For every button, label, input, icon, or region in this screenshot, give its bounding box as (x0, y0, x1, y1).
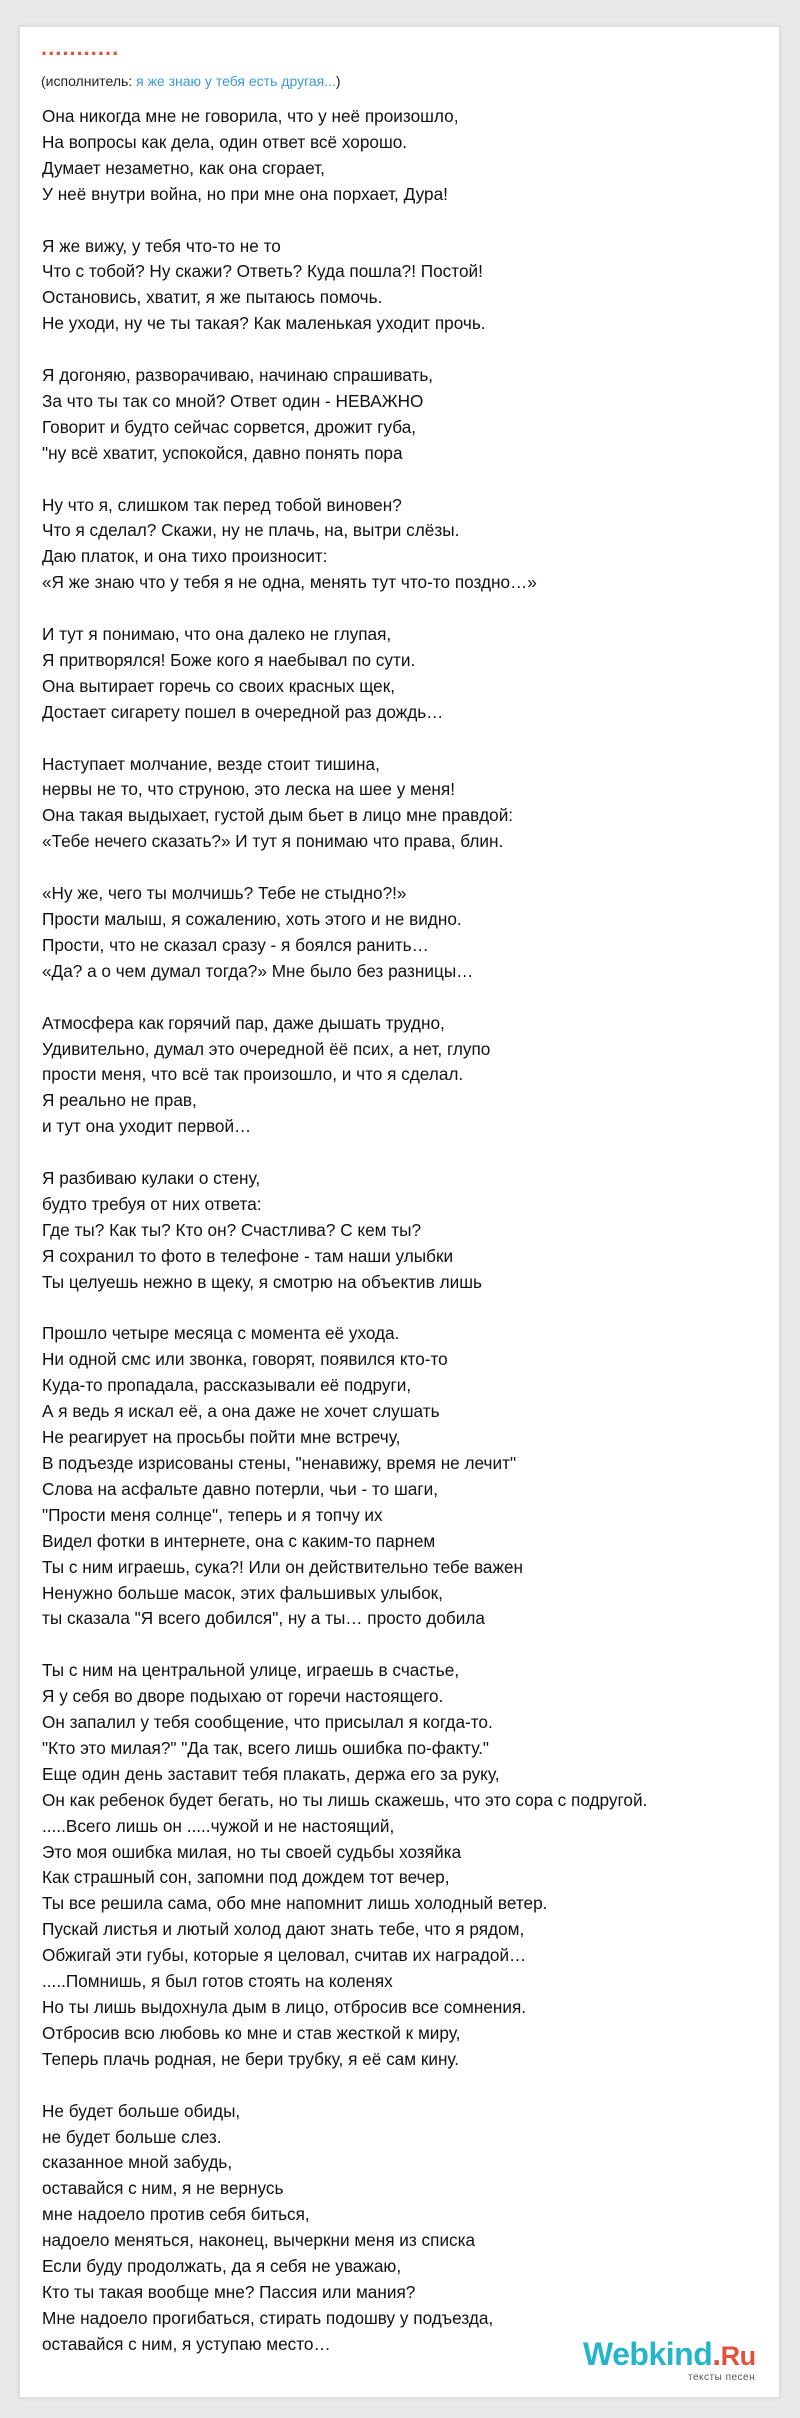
lyrics-line: "Кто это милая?" "Да так, всего лишь ошибка по-факту." (42, 1737, 489, 1758)
lyrics-line: И тут я понимаю, что она далеко не глупая, (42, 624, 392, 645)
logo-name: Webkind (583, 2336, 713, 2372)
lyrics-line: Прошло четыре месяца с момента её ухода. (42, 1323, 400, 1344)
performer-prefix: (исполнитель: (41, 73, 137, 89)
lyrics-line: Ни одной смс или звонка, говорят, появился кто-то (42, 1349, 448, 1370)
lyrics-stanza (42, 234, 772, 338)
lyrics-line: Слова на асфальте давно потерли, чьи - то шаги, (42, 1478, 439, 1499)
lyrics-line: Я догоняю, разворачиваю, начинаю спрашивать, (42, 365, 434, 386)
lyrics-stanza (42, 363, 772, 467)
lyrics-line: сказанное мной забудь, (42, 2152, 233, 2173)
lyrics-line: Теперь плачь родная, не бери трубку, я её сам кину. (42, 2048, 460, 2069)
lyrics-line: Не будет больше обиды, (42, 2100, 241, 2121)
lyrics-line: Прости, что не сказал сразу - я боялся ранить… (42, 934, 429, 955)
song-title: ........... (41, 35, 120, 60)
lyrics-line: .....Всего лишь он .....чужой и не настоящий, (42, 1815, 395, 1836)
lyrics-line: ты сказала "Я всего добился", ну а ты… просто добила (42, 1608, 485, 1629)
lyrics-line: Ну что я, слишком так перед тобой виновен? (42, 494, 402, 515)
lyrics-line: Кто ты такая вообще мне? Пассия или мания? (42, 2281, 416, 2302)
lyrics-line: «Тебе нечего сказать?» И тут я понимаю что права, блин. (42, 831, 504, 852)
lyrics-line: В подъезде изрисованы стены, "ненавижу, время не лечит" (42, 1452, 517, 1473)
lyrics-line: Наступает молчание, везде стоит тишина, (42, 753, 380, 774)
lyrics-line: "ну всё хватит, успокойся, давно понять пора (42, 442, 403, 463)
lyrics-line: Прости малыш, я сожалению, хоть этого и не видно. (42, 909, 462, 929)
lyrics-line: Она никогда мне не говорила, что у неё произошло, (42, 106, 459, 126)
lyrics-line: У неё внутри война, но при мне она порхает, Дура! (42, 183, 448, 204)
lyrics-stanza (42, 104, 772, 208)
lyrics-line: оставайся с ним, я уступаю место… (42, 2333, 331, 2354)
lyrics-stanza (42, 622, 772, 726)
lyrics-line: Я реально не прав, (42, 1090, 197, 1111)
lyrics-line: Я у себя во дворе подыхаю от горечи настоящего. (42, 1686, 444, 1707)
lyrics-line: .....Помнишь, я был готов стоять на коленях (42, 1971, 393, 1992)
lyrics-line: Еще один день заставит тебя плакать, держа его за руку, (42, 1763, 500, 1784)
lyrics-line: «Я же знаю что у тебя я не одна, менять тут что-то поздно…» (42, 572, 537, 593)
lyrics-stanza (42, 1658, 772, 2073)
lyrics-line: прости меня, что всё так произошло, и что я сделал. (42, 1064, 464, 1085)
lyrics-line: Он запалил у тебя сообщение, что присылал я когда-то. (42, 1712, 493, 1733)
lyrics-line: Говорит и будто сейчас сорвется, дрожит губа, (42, 416, 417, 437)
lyrics-line: Атмосфера как горячий пар, даже дышать трудно, (42, 1012, 445, 1033)
lyrics-line: нервы не то, что струною, это леска на шее у меня! (42, 779, 456, 800)
lyrics-stanza (42, 1166, 772, 1296)
lyrics-line: На вопросы как дела, один ответ всё хорошо. (42, 131, 408, 152)
lyrics-line: Куда-то пропадала, рассказывали её подруги, (42, 1375, 412, 1396)
lyrics-line: Он как ребенок будет бегать, но ты лишь скажешь, что это сора с подругой. (42, 1789, 648, 1810)
lyrics-line: Пускай листья и лютый холод дают знать тебе, что я рядом, (42, 1919, 525, 1940)
logo-dot: . (712, 2336, 721, 2372)
performer-line (41, 72, 341, 90)
performer-suffix: ) (335, 73, 341, 89)
lyrics-stanza (42, 493, 772, 597)
lyrics-line: оставайся с ним, я не вернусь (42, 2178, 284, 2199)
lyrics-line: Отбросив всю любовь ко мне и став жесткой к миру, (42, 2022, 461, 2043)
lyrics-line: Если буду продолжать, да я себя не уважаю, (42, 2256, 402, 2277)
lyrics-stanza (42, 2099, 772, 2358)
lyrics-line: Ты с ним играешь, сука?! Или он действительно тебе важен (42, 1556, 524, 1577)
lyrics-line: Удивительно, думал это очередной ёё псих, а нет, глупо (42, 1038, 491, 1059)
lyrics-line: "Прости меня солнце", теперь и я топчу их (42, 1504, 383, 1525)
lyrics-line: Что я сделал? Скажи, ну не плачь, на, вытри слёзы. (42, 520, 460, 541)
lyrics-line: Это моя ошибка милая, но ты своей судьбы хозяйка (42, 1841, 462, 1862)
lyrics-line: Что с тобой? Ну скажи? Ответь? Куда пошла?! Постой! (42, 261, 483, 282)
performer-link[interactable]: я же знаю у тебя есть другая... (136, 73, 336, 89)
lyrics-line: Ты целуешь нежно в щеку, я смотрю на объектив лишь (42, 1271, 482, 1292)
lyrics-line: Она вытирает горечь со своих красных щек, (42, 675, 396, 696)
lyrics-stanza (42, 1321, 772, 1632)
lyrics-line: Ты все решила сама, обо мне напомнит лишь холодный ветер. (42, 1893, 548, 1914)
logo-tld: Ru (720, 2341, 756, 2371)
lyrics-line: Даю платок, и она тихо произносит: (42, 546, 328, 567)
lyrics-line: и тут она уходит первой… (42, 1116, 252, 1137)
lyrics-line: Не реагирует на просьбы пойти мне встречу, (42, 1427, 401, 1448)
lyrics-line: Думает незаметно, как она сгорает, (42, 157, 325, 178)
lyrics-line: Я разбиваю кулаки о стену, (42, 1168, 261, 1189)
lyrics-line: Обжигай эти губы, которые я целовал, считав их наградой… (42, 1945, 527, 1966)
lyrics-line: Видел фотки в интернете, она с каким-то парнем (42, 1530, 436, 1551)
logo-tagline: тексты песен (688, 2372, 756, 2383)
logo-wordmark (583, 2336, 756, 2374)
lyrics-line: не будет больше слез. (42, 2126, 222, 2147)
lyrics-line: Но ты лишь выдохнула дым в лицо, отбросив все сомнения. (42, 1997, 527, 2017)
lyrics-line: Она такая выдыхает, густой дым бьет в лицо мне правдой: (42, 805, 514, 826)
lyrics-line: Остановись, хватит, я же пытаюсь помочь. (42, 287, 383, 308)
lyrics-line: мне надоело против себя биться, (42, 2204, 310, 2225)
lyrics-line: Я же вижу, у тебя что-то не то (42, 235, 281, 256)
lyrics-line: Не уходи, ну че ты такая? Как маленькая уходит прочь. (42, 313, 486, 334)
lyrics-text (42, 104, 772, 2384)
lyrics-line: Я сохранил то фото в телефоне - там наши улыбки (42, 1245, 454, 1266)
lyrics-stanza (42, 1011, 772, 1141)
lyrics-line: надоело меняться, наконец, вычеркни меня из списка (42, 2230, 476, 2251)
lyrics-line: «Ну же, чего ты молчишь? Тебе не стыдно?!» (42, 883, 407, 904)
lyrics-stanza (42, 881, 772, 985)
lyrics-line: А я ведь я искал её, а она даже не хочет слушать (42, 1401, 440, 1422)
lyrics-line: За что ты так со мной? Ответ один - НЕВАЖНО (42, 390, 424, 411)
lyrics-line: Как страшный сон, запомни под дождем тот вечер, (42, 1867, 450, 1888)
lyrics-line: Где ты? Как ты? Кто он? Счастлива? С кем ты? (42, 1219, 422, 1240)
lyrics-line: Мне надоело прогибаться, стирать подошву у подъезда, (42, 2307, 494, 2328)
lyrics-stanza (42, 752, 772, 856)
lyrics-line: Ненужно больше масок, этих фальшивых улыбок, (42, 1582, 443, 1603)
lyrics-line: будто требуя от них ответа: (42, 1193, 262, 1214)
webkind-logo[interactable] (583, 2336, 773, 2396)
lyrics-line: «Да? а о чем думал тогда?» Мне было без разницы… (42, 960, 474, 981)
lyrics-line: Я притворялся! Боже кого я наебывал по сути. (42, 649, 416, 670)
lyrics-line: Ты с ним на центральной улице, играешь в счастье, (42, 1660, 460, 1681)
lyrics-line: Достает сигарету пошел в очередной раз дождь… (42, 701, 444, 722)
